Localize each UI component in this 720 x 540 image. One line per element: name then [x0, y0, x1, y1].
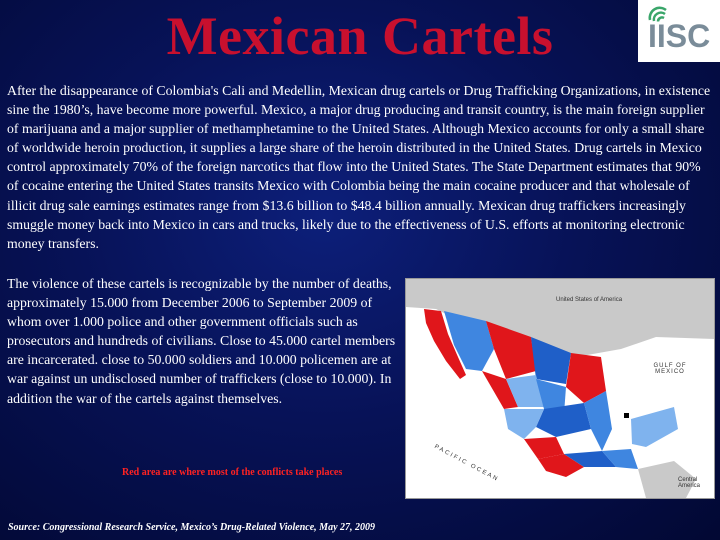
mexico-conflict-map [405, 278, 715, 499]
map-label-central-america: Central America [678, 477, 701, 489]
map-graphic [406, 279, 714, 498]
state-yucatan [631, 407, 678, 447]
iisc-logo [638, 0, 720, 62]
map-label-usa: United States of America [556, 297, 623, 303]
intro-paragraph: After the disappearance of Colombia's Cali and Medellin, Mexican drug cartels or Drug Trafficking Organizations, in existence sine the 1980’s, have become more powerful. Mexico, a major drug producing and transit country, is the main foreign supplier of marijuana and a major supplier of methamphetamine to the United States. Although Mexico accounts for only a small share of worldwide heroin production, it supplies a large share of the heroin distributed in the United States. Drug cartels in Mexico control approximately 70% of the foreign narcotics that flow into the United States. The State Department estimates that 90% of cocaine entering the United States transits Mexico with Colombia being the main cocaine producer and that wholesale of illicit drug sale earnings estimates range from $13.6 billion to $48.4 billion annually. Mexican drug traffickers increasingly smuggle money back into Mexico in cars and trucks, likely due to the effectiveness of U.S. efforts at monitoring electronic money transfers. [7, 83, 711, 251]
violence-paragraph: The violence of these cartels is recognizable by the number of deaths, approximately 15.000 from December 2006 to September 2009 of whom over 1.000 police and other government officials such as prosecutors and hundreds of civilians. Close to 45.000 cartel members are incarcerated. close to 50.000 soldiers and 10.000 policemen are at war against un undisclosed number of traffickers (close to 10.000). In addition the war of the cartels against themselves. [7, 276, 396, 406]
slide-title: Mexican Cartels [166, 6, 554, 66]
location-marker [624, 413, 629, 418]
logo-text: IISC [648, 18, 711, 54]
map-label-pacific: PACIFIC OCEAN [433, 444, 500, 484]
source-citation: Source: Congressional Research Service, Mexico’s Drug-Related Violence, May 27, 2009 [8, 522, 376, 533]
map-label-gulf: GULF OF MEXICO [653, 363, 687, 375]
map-caption: Red area are where most of the conflicts take places [122, 467, 343, 478]
